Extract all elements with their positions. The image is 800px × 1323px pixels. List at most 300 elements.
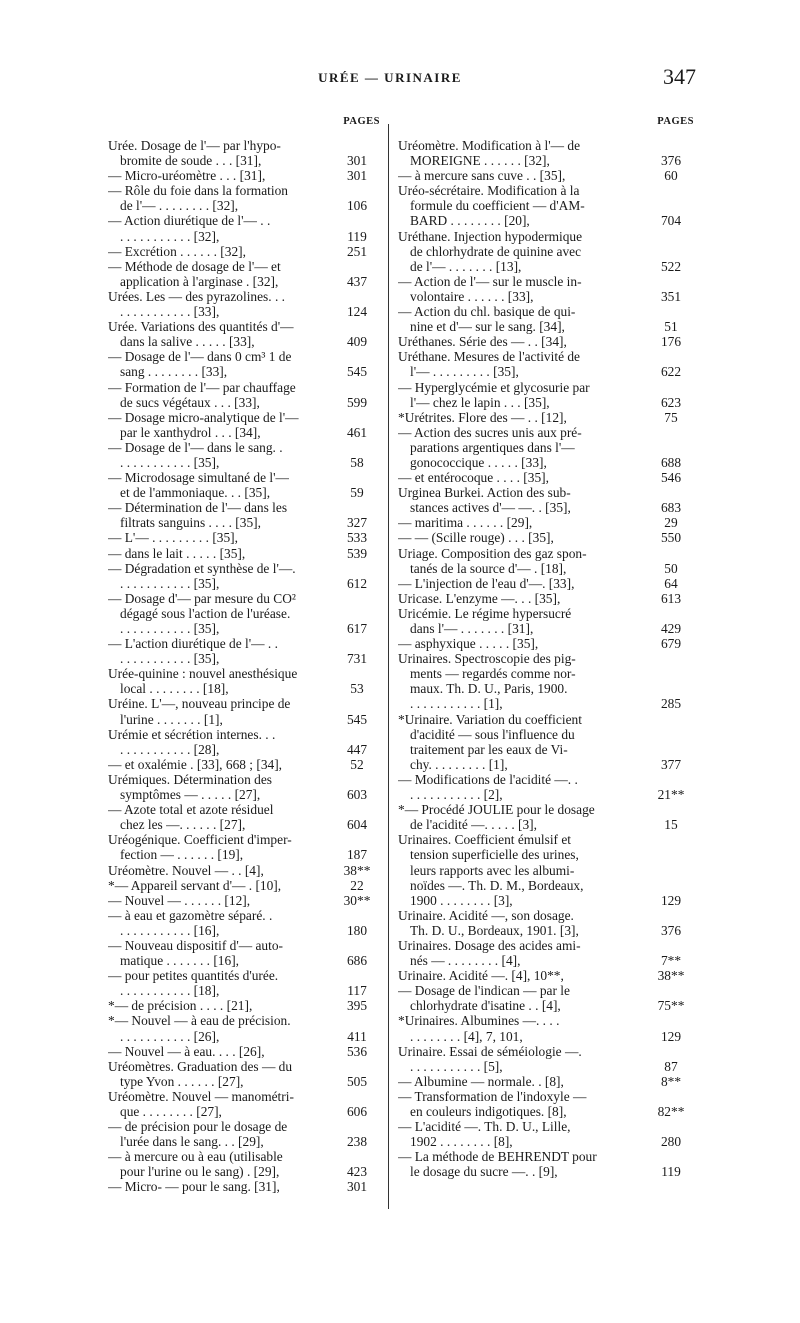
index-entry-text: bromite de soude . . . [31], <box>120 153 262 169</box>
index-entry-text: fection — . . . . . . [19], <box>120 847 244 863</box>
index-entry-text: — pour petites quantités d'urée. <box>108 968 279 984</box>
index-page-ref: 546 <box>660 470 682 486</box>
index-line <box>108 410 380 425</box>
index-entry-text: . . . . . . . . . . . [32], <box>120 228 220 244</box>
index-line <box>398 349 694 364</box>
index-entry-text: — Modifications de l'acidité —. . <box>398 771 578 787</box>
index-entry-text: dans l'— . . . . . . . [31], <box>410 621 534 636</box>
index-page-ref: 376 <box>660 153 682 169</box>
index-page-ref: 21** <box>657 787 685 803</box>
index-line <box>108 1059 380 1074</box>
index-page-ref: 22 <box>350 877 364 893</box>
index-page-ref: 606 <box>346 1104 368 1119</box>
page-number: 347 <box>663 64 696 89</box>
index-line <box>398 681 694 696</box>
index-page-ref: 38** <box>657 968 685 984</box>
index-entry-text: Uréthanes. Série des — . . [34], <box>398 334 567 350</box>
index-entry-text: pour l'urine ou le sang) . [29], <box>120 1164 280 1180</box>
index-line <box>398 470 694 485</box>
index-entry-text: sang . . . . . . . . [33], <box>120 364 228 380</box>
index-line <box>398 1164 694 1179</box>
index-entry-text: — Méthode de dosage de l'— et <box>108 258 281 274</box>
index-line <box>108 1074 380 1089</box>
index-entry-text: — Action du chl. basique de qui- <box>398 304 576 320</box>
index-page-ref: 409 <box>346 334 368 350</box>
index-line <box>398 1059 694 1074</box>
index-line <box>108 1119 380 1134</box>
index-page-ref: 461 <box>346 424 368 440</box>
index-entry-text: le dosage du sucre —. . [9], <box>410 1164 558 1180</box>
index-line <box>398 787 694 802</box>
index-line <box>108 500 380 515</box>
index-line <box>108 621 380 636</box>
index-entry-text: . . . . . . . . . . . [26], <box>120 1028 220 1044</box>
index-entry-text: Urée-quinine : nouvel anesthésique <box>108 666 298 682</box>
index-line <box>108 1134 380 1149</box>
index-line <box>108 1149 380 1164</box>
index-entry-text: type Yvon . . . . . . [27], <box>120 1073 244 1089</box>
index-entry-text: . . . . . . . . . . . [33], <box>120 304 220 320</box>
index-line <box>108 440 380 455</box>
index-page-ref: 64 <box>664 575 678 591</box>
index-line <box>108 908 380 923</box>
index-line <box>398 213 694 228</box>
index-entry-text: . . . . . . . . . . . [35], <box>120 621 220 636</box>
index-entry-text: — Dosage micro-analytique de l'— <box>108 409 299 425</box>
index-line <box>398 1074 694 1089</box>
index-line <box>398 742 694 757</box>
index-page-ref: 29 <box>664 515 678 531</box>
index-page-ref: 58 <box>350 454 364 470</box>
index-line <box>398 651 694 666</box>
index-entry-text: MOREIGNE . . . . . . [32], <box>410 153 550 169</box>
index-line <box>108 530 380 545</box>
index-entry-text: Urée. Variations des quantités d'— <box>108 319 294 335</box>
index-page-ref: 679 <box>660 636 682 652</box>
index-page-ref: 124 <box>346 304 368 320</box>
index-page-ref: 50 <box>664 560 678 576</box>
index-line <box>398 546 694 561</box>
index-page-ref: 686 <box>346 953 368 969</box>
index-page-ref: 704 <box>660 213 682 229</box>
index-line <box>398 440 694 455</box>
index-entry-text: *Urinaires. Albumines —. . . . <box>398 1013 560 1029</box>
index-page-ref: 327 <box>346 515 368 531</box>
index-line <box>108 1044 380 1059</box>
index-line <box>398 229 694 244</box>
index-page-ref: 180 <box>346 922 368 938</box>
index-line <box>398 561 694 576</box>
index-line <box>398 1013 694 1028</box>
index-entry-text: BARD . . . . . . . . [20], <box>410 213 530 229</box>
index-line <box>398 938 694 953</box>
index-page-ref: 117 <box>347 983 367 999</box>
index-entry-text: Uréthane. Injection hypodermique <box>398 228 583 244</box>
index-line <box>398 380 694 395</box>
index-line <box>108 591 380 606</box>
index-line <box>398 198 694 213</box>
index-line <box>398 817 694 832</box>
index-entry-text: — Action de l'— sur le muscle in- <box>398 273 582 289</box>
index-line <box>108 576 380 591</box>
index-entry-text: Urée. Dosage de l'— par l'hypo- <box>108 138 281 153</box>
index-line <box>398 908 694 923</box>
index-entry-text: — Dosage de l'— dans le sang. . <box>108 439 283 455</box>
index-entry-text: filtrats sanguins . . . . [35], <box>120 515 261 531</box>
index-line <box>398 138 694 153</box>
index-entry-text: dégagé sous l'action de l'uréase. <box>120 605 291 621</box>
index-page-ref: 604 <box>346 817 368 833</box>
index-line <box>398 712 694 727</box>
index-page-ref: 238 <box>346 1134 368 1150</box>
index-line <box>398 410 694 425</box>
index-entry-text: *— de précision . . . . [21], <box>108 998 253 1014</box>
index-entry-text: Uréomètre. Modification à l'— de <box>398 138 581 153</box>
index-page-ref: 82** <box>657 1104 685 1119</box>
index-line <box>108 938 380 953</box>
index-entry-text: . . . . . . . . . . . [2], <box>410 787 503 803</box>
index-entry-text: — maritima . . . . . . [29], <box>398 515 533 531</box>
index-page-ref: 623 <box>660 394 682 410</box>
index-entry-text: formule du coefficient — d'AM- <box>410 198 585 214</box>
index-page-ref: 536 <box>346 1043 368 1059</box>
index-entry-text: — Excrétion . . . . . . [32], <box>108 243 246 259</box>
index-entry-text: — dans le lait . . . . . [35], <box>108 545 246 561</box>
index-line <box>108 259 380 274</box>
index-page-ref: 119 <box>661 1164 681 1180</box>
index-entry-text: Uriage. Composition des gaz spon- <box>398 545 587 561</box>
index-page-ref: 447 <box>346 741 368 757</box>
index-line <box>108 168 380 183</box>
index-page-ref: 280 <box>660 1134 682 1150</box>
index-entry-text: . . . . . . . . . . . [35], <box>120 454 220 470</box>
index-page-ref: 187 <box>346 847 368 863</box>
index-line <box>398 893 694 908</box>
index-entry-text: l'urée dans le sang. . . [29], <box>120 1134 264 1150</box>
index-entry-text: de l'— . . . . . . . [13], <box>410 258 522 274</box>
index-page-ref: 411 <box>347 1028 367 1044</box>
index-entry-text: noïdes —. Th. D. M., Bordeaux, <box>410 877 584 893</box>
index-line <box>108 334 380 349</box>
index-page-ref: 251 <box>346 243 368 259</box>
index-page-ref: 622 <box>660 364 682 380</box>
index-page-ref: 603 <box>346 787 368 803</box>
index-line <box>398 636 694 651</box>
index-page-ref: 53 <box>350 681 364 697</box>
index-entry-text: Th. D. U., Bordeaux, 1901. [3], <box>410 922 579 938</box>
index-line <box>398 425 694 440</box>
index-line <box>398 802 694 817</box>
index-entry-text: Urinaire. Acidité —, son dosage. <box>398 907 574 923</box>
index-entry-text: — de précision pour le dosage de <box>108 1119 288 1135</box>
index-line <box>108 153 380 168</box>
index-page-ref: 8** <box>660 1073 682 1089</box>
index-line <box>108 304 380 319</box>
index-entry-text: Uricase. L'enzyme —. . . [35], <box>398 590 561 606</box>
index-entry-text: Urémie et sécrétion internes. . . <box>108 726 276 742</box>
index-line <box>108 847 380 862</box>
index-line <box>108 1179 380 1194</box>
index-line <box>108 380 380 395</box>
index-line <box>108 772 380 787</box>
index-line <box>398 727 694 742</box>
index-line <box>398 863 694 878</box>
index-line <box>398 923 694 938</box>
index-line <box>398 666 694 681</box>
index-entry-text: — et entérocoque . . . . [35], <box>398 470 549 486</box>
index-page-ref: 688 <box>660 454 682 470</box>
index-line <box>108 364 380 379</box>
index-line <box>108 636 380 651</box>
index-line <box>398 968 694 983</box>
index-entry-text: 1900 . . . . . . . . [3], <box>410 892 513 908</box>
index-line <box>398 1119 694 1134</box>
index-line <box>108 681 380 696</box>
index-entry-text: *— Nouvel — à eau de précision. <box>108 1013 291 1029</box>
index-entry-text: l'urine . . . . . . . [1], <box>120 711 223 727</box>
index-line <box>398 530 694 545</box>
index-page-ref: 129 <box>660 1028 682 1044</box>
index-entry-text: — Formation de l'— par chauffage <box>108 379 296 395</box>
index-entry-text: — Dosage de l'indican — par le <box>398 983 570 999</box>
index-line <box>108 1029 380 1044</box>
index-entry-text: — Nouvel — à eau. . . . [26], <box>108 1043 265 1059</box>
index-entry-text: — Action diurétique de l'— . . <box>108 213 271 229</box>
index-line <box>108 274 380 289</box>
index-entry-text: l'— chez le lapin . . . [35], <box>410 394 550 410</box>
index-entry-text: *Urétrites. Flore des — . . [12], <box>398 409 567 425</box>
index-page-ref: 683 <box>660 500 682 516</box>
pages-column-heading-right: PAGES <box>657 116 694 127</box>
index-line <box>108 183 380 198</box>
index-entry-text: Urinaire. Acidité —. [4], 10**, <box>398 968 564 984</box>
index-line <box>398 183 694 198</box>
index-page-ref: 376 <box>660 922 682 938</box>
index-line <box>108 1164 380 1179</box>
index-entry-text: — L'injection de l'eau d'—. [33], <box>398 575 575 591</box>
index-entry-text: chlorhydrate d'isatine . . [4], <box>410 998 561 1014</box>
index-line <box>398 998 694 1013</box>
index-page-ref: 60 <box>664 168 678 184</box>
index-line <box>108 923 380 938</box>
index-entry-text: que . . . . . . . . [27], <box>120 1104 222 1119</box>
index-line <box>398 500 694 515</box>
index-line <box>108 878 380 893</box>
index-line <box>398 274 694 289</box>
index-line <box>398 591 694 606</box>
index-entry-text: application à l'arginase . [32], <box>120 273 279 289</box>
index-line <box>108 787 380 802</box>
index-line <box>108 470 380 485</box>
index-line <box>398 485 694 500</box>
index-entry-text: — asphyxique . . . . . [35], <box>398 636 539 652</box>
index-line <box>108 712 380 727</box>
index-line <box>108 1089 380 1104</box>
index-line <box>398 847 694 862</box>
index-line <box>108 138 380 153</box>
index-page-ref: 75 <box>664 409 678 425</box>
index-page-ref: 545 <box>346 711 368 727</box>
index-page-ref: 423 <box>346 1164 368 1180</box>
index-entry-text: tanés de la source d'— . [18], <box>410 560 567 576</box>
index-entry-text: . . . . . . . . . . . [18], <box>120 983 220 999</box>
index-entry-text: Urginea Burkei. Action des sub- <box>398 485 571 501</box>
index-page-ref: 617 <box>346 621 368 636</box>
index-line <box>108 727 380 742</box>
index-page-ref: 87 <box>664 1058 678 1074</box>
index-entry-text: — Micro-uréomètre . . . [31], <box>108 168 266 184</box>
index-line <box>398 168 694 183</box>
index-line <box>398 1149 694 1164</box>
index-line <box>108 289 380 304</box>
index-line <box>108 485 380 500</box>
index-line <box>398 953 694 968</box>
index-entry-text: de l'acidité —. . . . . [3], <box>410 817 537 833</box>
index-line <box>108 319 380 334</box>
index-page-ref: 550 <box>660 530 682 546</box>
index-page-ref: 539 <box>346 545 368 561</box>
index-entry-text: et de l'ammoniaque. . . [35], <box>120 485 271 501</box>
index-entry-text: matique . . . . . . . [16], <box>120 953 240 969</box>
index-entry-text: Uricémie. Le régime hypersucré <box>398 605 572 621</box>
index-entry-text: — Albumine — normale. . [8], <box>398 1073 564 1089</box>
index-entry-text: — L'action diurétique de l'— . . <box>108 636 278 652</box>
index-line <box>398 455 694 470</box>
index-page-ref: 59 <box>350 485 364 501</box>
index-entry-text: . . . . . . . . . . . [16], <box>120 922 220 938</box>
index-entry-text: en couleurs indigotiques. [8], <box>410 1104 567 1119</box>
index-line <box>398 289 694 304</box>
index-entry-text: *— Appareil servant d'— . [10], <box>108 877 282 893</box>
index-line <box>108 349 380 364</box>
index-entry-text: — à eau et gazomètre séparé. . <box>108 907 273 923</box>
index-page-ref: 285 <box>660 696 682 712</box>
index-entry-text: nés — . . . . . . . . [4], <box>410 953 521 969</box>
index-page-ref: 613 <box>660 590 682 606</box>
index-line <box>108 757 380 772</box>
index-line <box>398 576 694 591</box>
index-entry-text: Urinaires. Dosage des acides ami- <box>398 937 581 953</box>
index-line <box>398 1044 694 1059</box>
index-line <box>398 244 694 259</box>
index-entry-text: Uréomètre. Nouvel — manométri- <box>108 1088 294 1104</box>
index-entry-text: — La méthode de BEHRENDT pour <box>398 1149 597 1165</box>
index-entry-text: — Hyperglycémie et glycosurie par <box>398 379 590 395</box>
index-line <box>398 757 694 772</box>
index-page-ref: 395 <box>346 998 368 1014</box>
running-head-title: URÉE — URINAIRE <box>318 70 462 85</box>
index-entry-text: Uréthane. Mesures de l'activité de <box>398 349 580 365</box>
index-entry-text: — à mercure sans cuve . . [35], <box>398 168 566 184</box>
index-line <box>398 1089 694 1104</box>
index-page-ref: 731 <box>346 651 368 667</box>
index-page-ref: 51 <box>664 319 678 335</box>
index-page-ref: 106 <box>346 198 368 214</box>
index-entry-text: gonococcique . . . . . [33], <box>410 454 547 470</box>
index-line <box>398 1134 694 1149</box>
index-entry-text: — — (Scille rouge) . . . [35], <box>398 530 554 546</box>
index-line <box>108 893 380 908</box>
index-entry-text: . . . . . . . . [4], 7, 101, <box>410 1028 523 1044</box>
index-page-ref: 15 <box>664 817 678 833</box>
index-line <box>398 696 694 711</box>
index-entry-text: Uréo-sécrétaire. Modification à la <box>398 183 580 199</box>
index-line <box>108 651 380 666</box>
index-page-ref: 377 <box>660 756 682 772</box>
index-page-ref: 176 <box>660 334 682 350</box>
right-index-entries <box>398 138 694 1179</box>
index-entry-text: parations argentiques dans l'— <box>410 439 575 455</box>
index-line <box>108 213 380 228</box>
index-line <box>108 561 380 576</box>
index-entry-text: . . . . . . . . . . . [35], <box>120 575 220 591</box>
index-entry-text: Uréogénique. Coefficient d'imper- <box>108 832 292 848</box>
index-line <box>108 983 380 998</box>
index-entry-text: leurs rapports avec les albumi- <box>410 862 575 878</box>
index-entry-text: *— Procédé JOULIE pour le dosage <box>398 802 595 818</box>
index-entry-text: de chlorhydrate de quinine avec <box>410 243 582 259</box>
index-entry-text: Uréine. L'—, nouveau principe de <box>108 696 291 712</box>
index-line <box>108 817 380 832</box>
index-page-ref: 351 <box>660 288 682 304</box>
index-line <box>108 968 380 983</box>
index-entry-text: — Microdosage simultané de l'— <box>108 470 289 486</box>
index-line <box>108 953 380 968</box>
index-page-ref: 505 <box>346 1073 368 1089</box>
index-entry-text: — Dosage d'— par mesure du CO² <box>108 590 296 606</box>
index-page-ref: 437 <box>346 273 368 289</box>
index-line <box>398 259 694 274</box>
index-entry-text: — Dégradation et synthèse de l'—. <box>108 560 296 576</box>
index-line <box>108 606 380 621</box>
index-entry-text: nine et d'— sur le sang. [34], <box>410 319 565 335</box>
index-entry-text: — L'— . . . . . . . . . [35], <box>108 530 238 546</box>
index-entry-text: — Micro- — pour le sang. [31], <box>108 1179 280 1195</box>
index-page-ref: 522 <box>660 258 682 274</box>
index-entry-text: symptômes — . . . . . [27], <box>120 787 261 803</box>
index-line <box>398 621 694 636</box>
index-entry-text: — Nouvel — . . . . . . [12], <box>108 892 251 908</box>
index-entry-text: volontaire . . . . . . [33], <box>410 288 534 304</box>
index-entry-text: . . . . . . . . . . . [28], <box>120 741 220 757</box>
index-line <box>108 229 380 244</box>
index-entry-text: — Rôle du foie dans la formation <box>108 183 288 199</box>
index-entry-text: — Nouveau dispositif d'— auto- <box>108 937 283 953</box>
index-entry-text: de l'— . . . . . . . . [32], <box>120 198 239 214</box>
index-line <box>108 425 380 440</box>
index-line <box>108 455 380 470</box>
index-line <box>398 304 694 319</box>
index-page-ref: 52 <box>350 756 364 772</box>
index-line <box>108 244 380 259</box>
index-page-ref: 75** <box>657 998 685 1014</box>
index-entry-text: traitement par les eaux de Vi- <box>410 741 568 757</box>
index-line <box>398 334 694 349</box>
index-line <box>108 998 380 1013</box>
index-entry-text: chez les —. . . . . . [27], <box>120 817 246 833</box>
index-line <box>398 153 694 168</box>
index-entry-text: Uréomètre. Nouvel — . . [4], <box>108 862 264 878</box>
index-entry-text: Urinaire. Essai de séméiologie —. <box>398 1043 582 1059</box>
index-page-ref: 301 <box>346 168 368 184</box>
index-entry-text: maux. Th. D. U., Paris, 1900. <box>410 681 568 697</box>
index-page-ref: 38** <box>343 862 371 878</box>
index-entry-text: Uréomètres. Graduation des — du <box>108 1058 293 1074</box>
index-entry-text: — Détermination de l'— dans les <box>108 500 288 516</box>
index-page-ref: 301 <box>346 153 368 169</box>
index-line <box>108 1104 380 1119</box>
index-line <box>108 696 380 711</box>
